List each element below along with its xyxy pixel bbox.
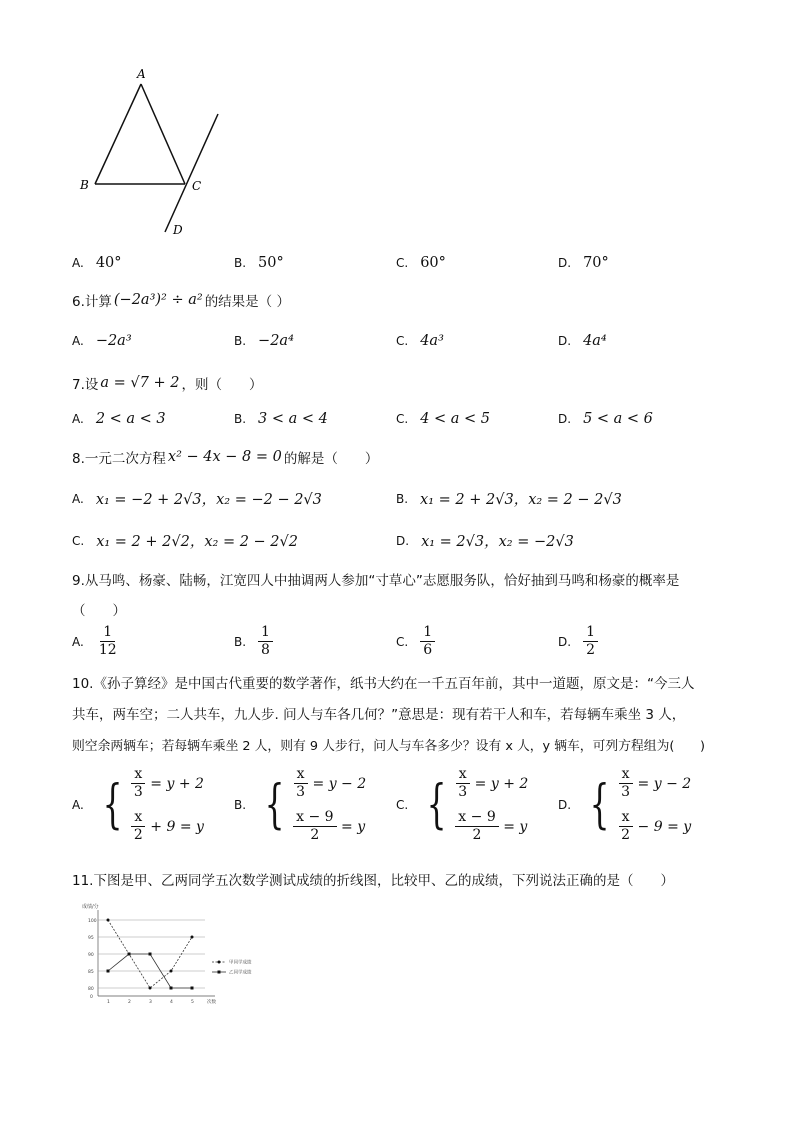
option-value: x₁ = 2 + 2√3，x₂ = 2 − 2√3 [420,492,622,508]
option-value: 60° [420,255,446,271]
option-value: 70° [583,255,609,271]
option-label: A. [72,634,84,649]
question-10-line-2: 共车，两车空；二人共车，九人步. 问人与车各几何？”意思是：现有若干人和车，若每辆车乘坐 3 人， [72,707,686,723]
y-tick-label: 85 [88,970,94,975]
question-11-text: 11.下图是甲、乙两同学五次数学测试成绩的折线图，比较甲、乙的成绩，下列说法正确的是（ ） [72,873,674,889]
fraction-denominator: 2 [586,642,595,658]
fraction-numerator: 1 [258,624,273,642]
data-point [107,970,110,973]
brace-icon: { [264,775,285,835]
q9-option-b[interactable] [234,624,273,659]
option-value: 4 < a < 5 [420,411,491,427]
equation-rhs: = y [341,818,366,835]
data-point [149,987,152,990]
q5-option-c[interactable] [396,255,446,271]
option-value: 4a³ [420,333,444,349]
q6-option-b[interactable] [234,333,294,349]
fraction-denominator: 6 [423,642,433,658]
legend-label: 乙同学成绩 [229,970,252,976]
q10-option-a[interactable] [72,766,204,844]
option-value: x₁ = −2 + 2√3，x₂ = −2 − 2√3 [95,492,322,508]
equation-rhs: − 9 = y [637,818,692,835]
point-label-a: A [137,67,146,81]
option-label: A. [72,334,84,348]
q8-option-c[interactable] [72,530,298,551]
q8-option-b[interactable] [396,488,622,509]
option-label: B. [234,412,247,426]
option-label: B. [234,634,247,649]
option-label: D. [558,634,572,649]
x-tick-label: 4 [170,1000,173,1005]
question-7 [72,373,262,393]
point-label-c: C [192,179,202,193]
q5-option-d[interactable] [558,255,609,271]
option-value: 2 < a < 3 [95,411,166,427]
option-label: C. [396,634,409,649]
question-6 [72,290,290,310]
line-cd [165,114,218,232]
fraction-numerator: x [619,809,633,827]
q7-option-c[interactable] [396,411,490,427]
question-10-line-3: 则空余两辆车；若每辆车乘坐 2 人，则有 9 人步行，问人与车各多少？设有 x 人，y 辆车，可列方程组为( ) [72,739,705,754]
option-label: B. [234,798,247,812]
option-label: C. [396,798,409,812]
option-label: A. [72,798,84,812]
q10-option-c[interactable] [396,766,528,844]
equation-system [96,766,204,844]
y-tick-label: 80 [88,987,94,992]
option-fraction [420,624,435,659]
option-value: x₁ = 2 + 2√2，x₂ = 2 − 2√2 [96,534,298,550]
equation-rhs: = y [503,818,528,835]
segment-ac [141,84,185,184]
q8-option-d[interactable] [396,530,574,551]
chart-xlabel: 次数 [207,1000,216,1005]
data-point [191,936,194,939]
option-label: A. [72,491,84,506]
fraction-numerator: x [131,766,145,784]
q7-option-a[interactable] [72,411,166,427]
question-10-line-1: 10.《孙子算经》是中国古代重要的数学著作，纸书大约在一千五百年前，其中一道题，原文是：“今三人 [72,676,695,692]
x-tick-label: 5 [191,1000,194,1005]
equation-rhs: = y − 2 [312,775,367,792]
question-expression: (−2a³)² ÷ a² [113,292,203,308]
option-label: D. [558,256,572,270]
q9-option-d[interactable] [558,624,598,659]
option-label: C. [396,256,409,270]
question-9-paren: （ ） [72,603,126,619]
question-suffix: 的解是（ ） [283,451,379,467]
data-point [107,919,110,922]
q6-option-c[interactable] [396,333,444,349]
fraction-numerator: x [294,766,308,784]
fraction-denominator: 3 [296,784,306,800]
legend-marker [218,971,221,974]
fraction-numerator: x − 9 [293,809,336,827]
equation-rhs: = y + 2 [150,775,204,792]
fraction-denominator: 12 [98,642,117,658]
equation-1 [293,766,366,801]
segment-ab [95,84,141,184]
option-label: D. [558,412,572,426]
equation-2 [455,809,528,844]
equation-rhs: = y + 2 [474,775,529,792]
fraction-denominator: 3 [133,784,143,800]
option-value: 50° [258,255,284,271]
question-expression: x² − 4x − 8 = 0 [167,449,282,465]
q6-option-d[interactable] [558,333,607,349]
option-value: −2a³ [95,333,132,349]
x-tick-label: 1 [107,1000,110,1005]
fraction-numerator: x [456,766,470,784]
score-line-chart [80,900,255,1015]
data-point [170,970,173,973]
option-label: D. [558,334,572,348]
geometry-figure [75,62,235,242]
q10-option-b[interactable] [234,766,366,844]
q7-option-d[interactable] [558,411,653,427]
q6-option-a[interactable] [72,333,132,349]
q7-option-b[interactable] [234,411,328,427]
fraction-numerator: 1 [100,624,115,642]
chart-ylabel: 成绩/分 [82,904,99,910]
q5-option-a[interactable] [72,255,122,271]
fraction-numerator: x [131,809,145,827]
q9-option-c[interactable] [396,624,435,659]
option-value: −2a⁴ [258,333,294,349]
option-label: A. [72,256,84,270]
question-8 [72,447,378,467]
legend-marker [218,961,221,964]
y-tick-label: 90 [88,953,94,958]
option-value: 40° [95,255,122,271]
question-expression: a = √7 + 2 [100,375,180,391]
fraction-denominator: 3 [458,784,468,800]
y-tick-label: 0 [90,995,93,1000]
data-point [128,953,131,956]
fraction-denominator: 2 [472,827,482,843]
question-9-text: 9.从马鸣、杨豪、陆畅，江宽四人中抽调两人参加“寸草心”志愿服务队，恰好抽到马鸣和杨豪的概率是 [72,573,680,589]
brace-icon: { [589,775,610,835]
option-fraction [583,624,598,659]
option-label: B. [396,491,409,506]
point-label-b: B [80,178,89,192]
q8-option-a[interactable] [72,488,322,509]
fraction-denominator: 2 [133,827,143,843]
equation-1 [455,766,528,801]
option-value: 3 < a < 4 [258,411,328,427]
option-label: A. [72,412,84,426]
fraction-denominator: 3 [621,784,631,800]
option-fraction [258,624,273,659]
option-value: 5 < a < 6 [583,411,653,427]
equation-2 [131,809,204,844]
equation-rhs: = y − 2 [637,775,692,792]
equation-system [258,766,366,844]
option-label: C. [396,412,409,426]
fraction-numerator: 1 [583,624,598,642]
question-suffix: 的结果是（ ） [204,294,290,310]
x-tick-label: 3 [149,1000,152,1005]
equation-2 [618,809,691,844]
q10-option-d[interactable] [558,766,691,844]
equation-2 [293,809,366,844]
q9-option-a[interactable] [72,624,120,659]
question-suffix: ，则（ ） [181,377,263,393]
data-point [149,953,152,956]
option-label: B. [234,334,247,348]
q5-option-b[interactable] [234,255,284,271]
y-tick-label: 100 [88,919,97,924]
data-point [170,987,173,990]
fraction-numerator: x [619,766,633,784]
option-value: 4a⁴ [583,333,607,349]
equation-system [420,766,528,844]
fraction-numerator: x − 9 [455,809,498,827]
equation-1 [618,766,691,801]
option-label: D. [558,798,572,812]
fraction-denominator: 8 [261,642,270,658]
point-label-d: D [173,223,183,237]
option-label: B. [234,256,247,270]
question-prefix: 7.设 [72,377,99,393]
fraction-numerator: 1 [420,624,435,642]
data-point [191,987,194,990]
equation-1 [131,766,204,801]
legend-label: 甲同学成绩 [229,960,252,966]
brace-icon: { [102,775,123,835]
question-prefix: 6.计算 [72,294,112,310]
fraction-denominator: 2 [310,827,320,843]
fraction-denominator: 2 [621,827,631,843]
option-value: x₁ = 2√3，x₂ = −2√3 [421,534,574,550]
equation-rhs: + 9 = y [150,818,204,835]
x-tick-label: 2 [128,1000,131,1005]
option-label: D. [396,533,410,548]
option-label: C. [72,533,85,548]
question-prefix: 8.一元二次方程 [72,451,166,467]
option-fraction [96,624,120,659]
equation-system [583,766,691,844]
brace-icon: { [426,775,447,835]
y-tick-label: 95 [88,936,94,941]
option-label: C. [396,334,409,348]
